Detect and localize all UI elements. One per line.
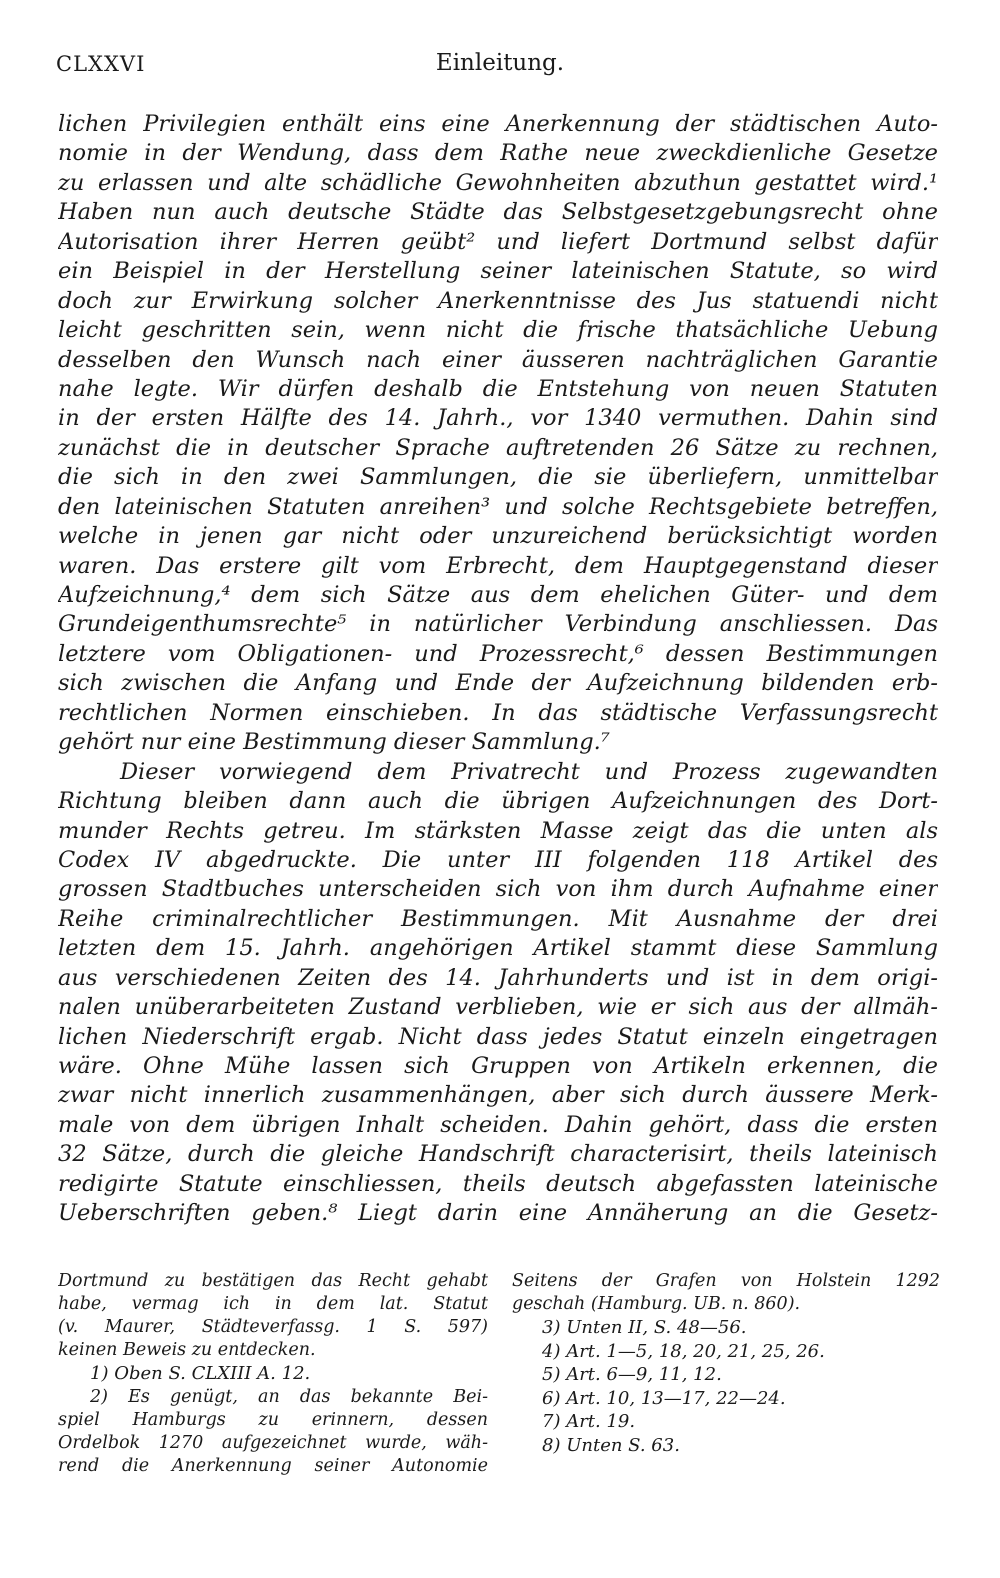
body-line: zu erlassen und alte schädliche Gewohnheiten abzuthun gestattet wird.¹ [58, 169, 938, 196]
body-line: Codex IV abgedruckte. Die unter III folgenden 118 Artikel des [58, 846, 938, 873]
body-line: welche in jenen gar nicht oder unzureichend berücksichtigt worden [58, 523, 938, 550]
body-line: Grundeigenthumsrechte⁵ in natürlicher Verbindung anschliessen. Das [58, 611, 938, 638]
body-text [58, 110, 938, 1229]
body-line: nomie in der Wendung, dass dem Rathe neue zweckdienliche Gesetze [58, 140, 938, 167]
body-line: munder Rechts getreu. Im stärksten Masse zeigt das die unten als [58, 817, 938, 844]
body-line: Autorisation ihrer Herren geübt² und liefert Dortmund selbst dafür [58, 228, 938, 255]
body-line: leicht geschritten sein, wenn nicht die frische thatsächliche Uebung [58, 317, 938, 344]
footnote-6: 6) Art. 10, 13—17, 22—24. [542, 1387, 786, 1409]
body-line: den lateinischen Statuten anreihen³ und solche Rechtsgebiete betreffen, [58, 493, 938, 520]
body-line: aus verschiedenen Zeiten des 14. Jahrhunderts und ist in dem origi- [58, 964, 938, 991]
running-title: Einleitung. [435, 50, 565, 76]
footnote-7: 7) Art. 19. [542, 1411, 636, 1433]
body-line: zwar nicht innerlich zusammenhängen, aber sich durch äussere Merk- [58, 1082, 938, 1109]
body-line: gehört nur eine Bestimmung dieser Sammlung.⁷ [58, 729, 610, 756]
body-line: Reihe criminalrechtlicher Bestimmungen. Mit Ausnahme der drei [58, 905, 938, 932]
body-line: doch zur Erwirkung solcher Anerkenntnisse des Jus statuendi nicht [58, 287, 938, 314]
footnote-line: keinen Beweis zu entdecken. [58, 1340, 316, 1361]
body-line: die sich in den zwei Sammlungen, die sie überliefern, unmittelbar [58, 464, 938, 491]
footnote-line: Dortmund zu bestätigen das Recht gehabt [58, 1271, 488, 1291]
body-line: waren. Das erstere gilt vom Erbrecht, dem Hauptgegenstand dieser [58, 552, 938, 579]
body-line: 32 Sätze, durch die gleiche Handschrift characterisirt, theils lateinisch [58, 1141, 938, 1168]
body-line: ein Beispiel in der Herstellung seiner lateinischen Statute, so wird [58, 258, 938, 285]
footnote-line: geschah (Hamburg. UB. n. 860). [512, 1294, 801, 1315]
body-line: Richtung bleiben dann auch die übrigen Aufzeichnungen des Dort- [58, 788, 938, 815]
footnote-8: 8) Unten S. 63. [542, 1434, 680, 1456]
body-line: letztere vom Obligationen- und Prozessrecht,⁶ dessen Bestimmungen [58, 640, 938, 667]
footnote-line: habe, vermag ich in dem lat. Statut [58, 1294, 488, 1315]
body-line: Dieser vorwiegend dem Privatrecht und Prozess zugewandten [120, 758, 938, 785]
body-line: wäre. Ohne Mühe lassen sich Gruppen von Artikeln erkennen, die [58, 1053, 938, 1079]
footnote-5: 5) Art. 6—9, 11, 12. [542, 1364, 722, 1386]
body-line: desselben den Wunsch nach einer äusseren nachträglichen Garantie [58, 346, 938, 373]
body-line: Haben nun auch deutsche Städte das Selbstgesetzgebungsrecht ohne [58, 199, 938, 226]
page-number: CLXXVI [56, 52, 146, 76]
footnote-line: Ordelbok 1270 aufgezeichnet wurde, wäh- [58, 1433, 488, 1454]
body-line: male von dem übrigen Inhalt scheiden. Dahin gehört, dass die ersten [58, 1111, 938, 1138]
footnote-line: Seitens der Grafen von Holstein 1292 [512, 1271, 940, 1291]
body-line: in der ersten Hälfte des 14. Jahrh., vor 1340 vermuthen. Dahin sind [58, 405, 938, 432]
body-line: sich zwischen die Anfang und Ende der Aufzeichnung bildenden erb- [58, 670, 938, 697]
footnote-line: rend die Anerkennung seiner Autonomie [58, 1456, 488, 1477]
body-line: lichen Niederschrift ergab. Nicht dass jedes Statut einzeln eingetragen [58, 1023, 938, 1050]
body-line: nahe legte. Wir dürfen deshalb die Entstehung von neuen Statuten [58, 375, 938, 402]
body-line: nalen unüberarbeiteten Zustand verblieben, wie er sich aus der allmäh- [58, 994, 938, 1021]
body-line: redigirte Statute einschliessen, theils deutsch abgefassten lateinische [58, 1170, 938, 1197]
footnote-line: spiel Hamburgs zu erinnern, dessen [58, 1409, 488, 1430]
footnote-2: 2) Es genügt, an das bekannte Bei- [90, 1386, 488, 1407]
footnote-line: (v. Maurer, Städteverfassg. 1 S. 597) [58, 1317, 488, 1338]
body-line: grossen Stadtbuches unterscheiden sich von ihm durch Aufnahme einer [58, 876, 938, 903]
body-line: Aufzeichnung,⁴ dem sich Sätze aus dem ehelichen Güter- und dem [58, 582, 938, 608]
footnotes-left-column [58, 1270, 488, 1478]
footnotes-right-column [512, 1270, 940, 1457]
body-line: rechtlichen Normen einschieben. In das städtische Verfassungsrecht [58, 699, 938, 726]
body-line: Ueberschriften geben.⁸ Liegt darin eine Annäherung an die Gesetz- [58, 1200, 938, 1227]
body-line: letzten dem 15. Jahrh. angehörigen Artikel stammt diese Sammlung [58, 935, 938, 962]
body-line: lichen Privilegien enthält eins eine Anerkennung der städtischen Auto- [58, 111, 938, 137]
body-line: zunächst die in deutscher Sprache auftretenden 26 Sätze zu rechnen, [58, 434, 938, 461]
footnote-1: 1) Oben S. CLXIII A. 12. [90, 1363, 311, 1385]
footnote-4: 4) Art. 1—5, 18, 20, 21, 25, 26. [542, 1340, 825, 1362]
footnote-3: 3) Unten II, S. 48—56. [542, 1317, 747, 1339]
